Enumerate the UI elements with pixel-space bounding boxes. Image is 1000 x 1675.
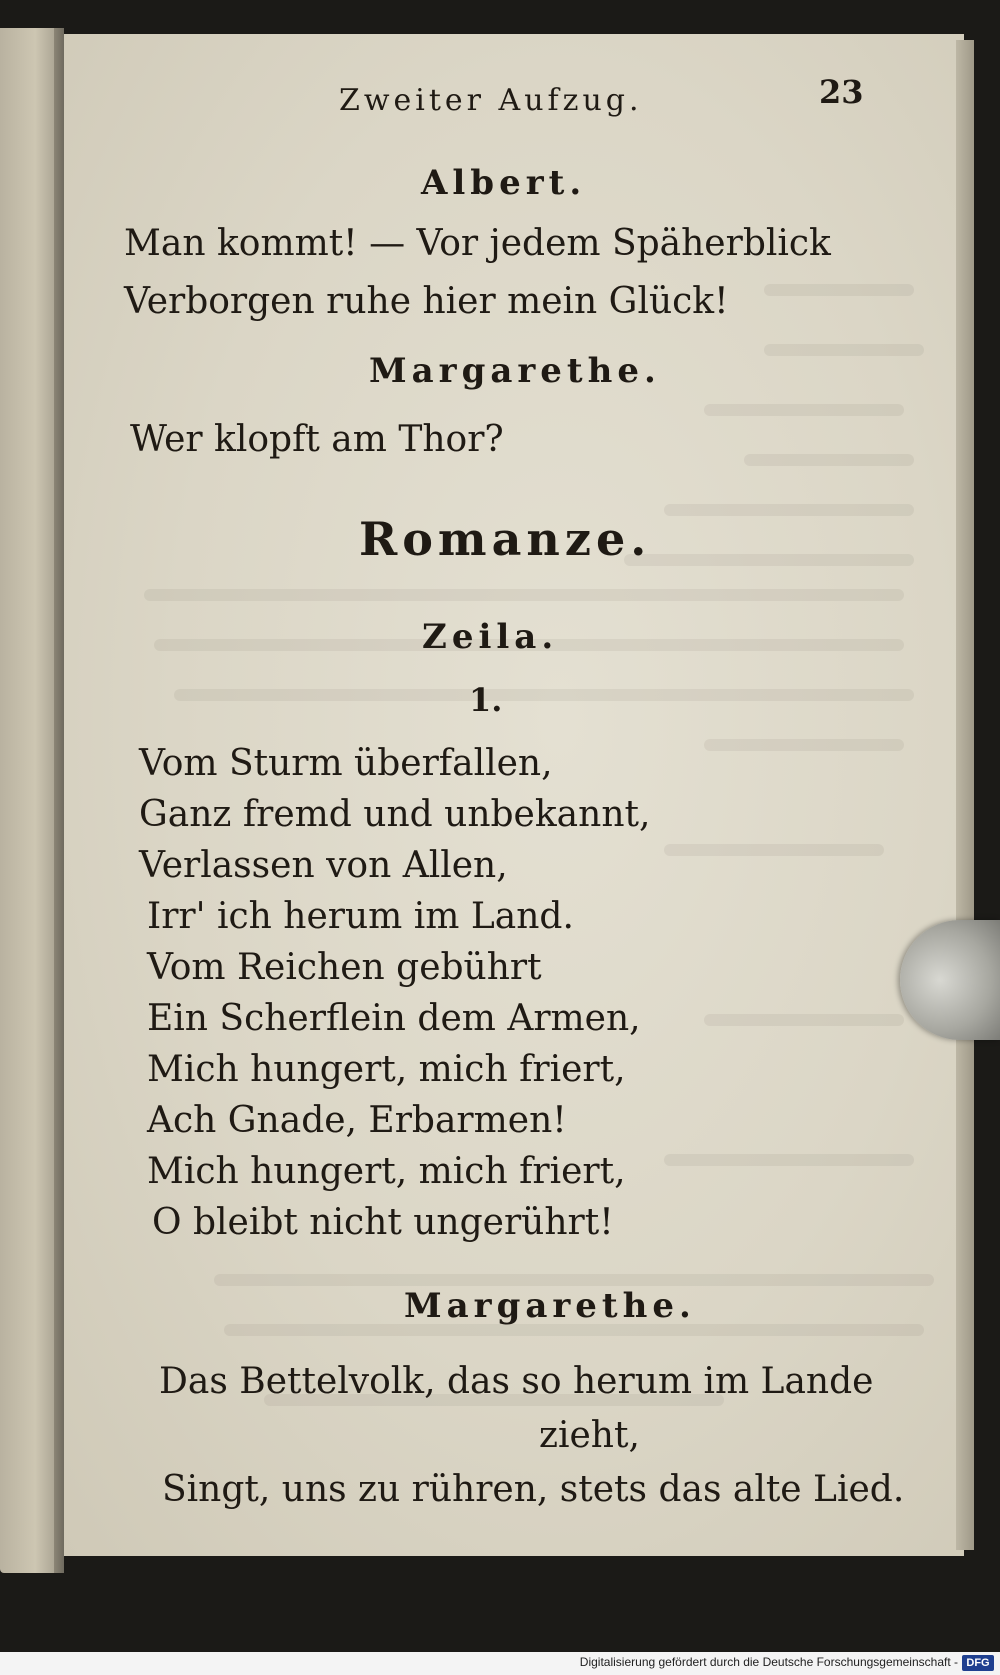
verse-line: Vom Reichen gebührt	[147, 947, 542, 988]
verse-line: Man kommt! — Vor jedem Späherblick	[124, 223, 831, 264]
verse-line: zieht,	[539, 1415, 640, 1456]
speaker-name: Margarethe.	[404, 1286, 696, 1326]
book-gutter	[54, 28, 64, 1573]
section-heading: Romanze.	[359, 512, 652, 566]
dfg-logo: DFG	[962, 1655, 994, 1671]
speaker-name: Albert.	[421, 163, 587, 203]
verse-line: Ein Scherflein dem Armen,	[147, 998, 641, 1039]
footer-bar	[0, 1652, 1000, 1675]
funding-credit: Digitalisierung gefördert durch die Deutsche Forschungsgemeinschaft -	[579, 1655, 958, 1669]
stanza-number: 1.	[469, 681, 503, 719]
book-page	[64, 34, 964, 1556]
speaker-name: Margarethe.	[369, 351, 661, 391]
page-fore-edge	[956, 40, 974, 1550]
verse-line: Irr' ich herum im Land.	[147, 896, 574, 937]
verse-line: Ganz fremd und unbekannt,	[139, 794, 651, 835]
verse-line: Verlassen von Allen,	[139, 845, 508, 886]
verse-line: Verborgen ruhe hier mein Glück!	[124, 281, 729, 322]
speaker-name: Zeila.	[422, 617, 559, 657]
verse-line: Ach Gnade, Erbarmen!	[147, 1100, 567, 1141]
verse-line: O bleibt nicht ungerührt!	[152, 1202, 614, 1243]
verse-line: Singt, uns zu rühren, stets das alte Lied.	[162, 1469, 905, 1510]
verse-line: Mich hungert, mich friert,	[147, 1151, 626, 1192]
verse-line: Wer klopft am Thor?	[130, 419, 504, 460]
page-number: 23	[819, 73, 864, 111]
running-title: Zweiter Aufzug.	[339, 83, 643, 118]
verse-line: Mich hungert, mich friert,	[147, 1049, 626, 1090]
verse-line: Vom Sturm überfallen,	[139, 743, 553, 784]
left-page-edge	[0, 28, 64, 1573]
verse-line: Das Bettelvolk, das so herum im Lande	[159, 1361, 874, 1402]
